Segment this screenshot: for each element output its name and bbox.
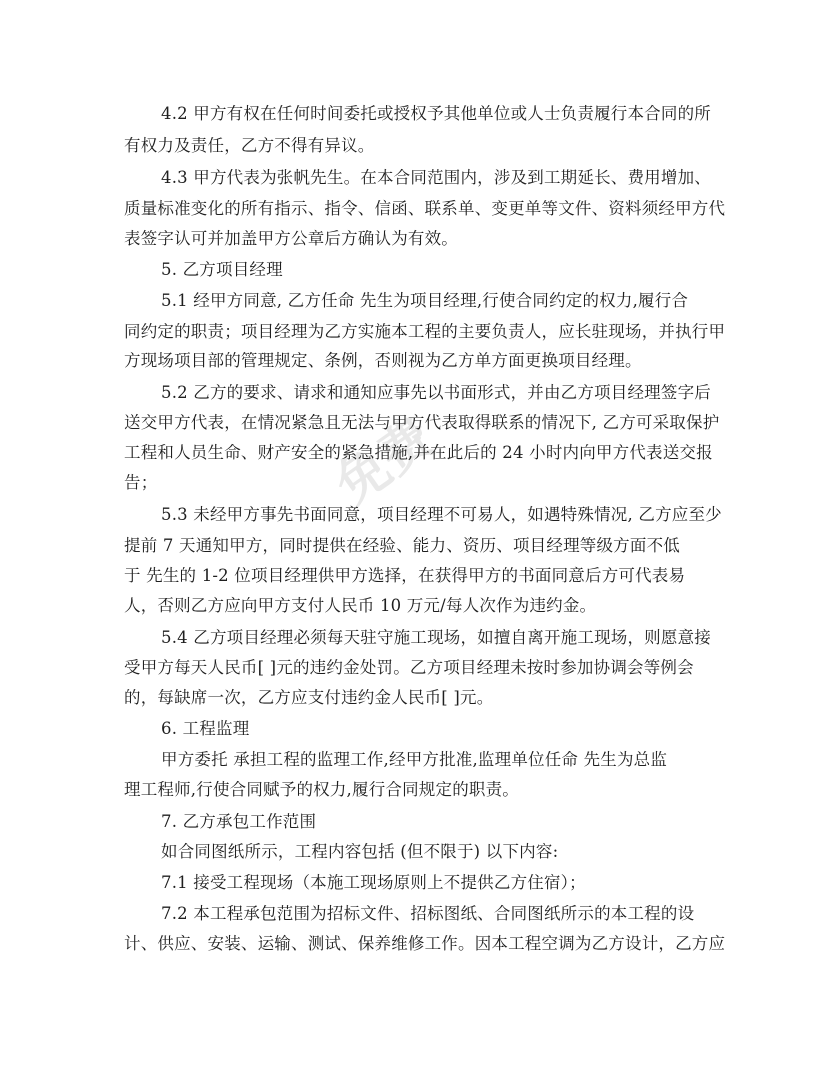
paragraph-line: 5.3 未经甲方事先书面同意，项目经理不可易人，如遇特殊情况, 乙方应至少 <box>161 505 722 524</box>
paragraph-line: 提前 7 天通知甲方，同时提供在经验、能力、资历、项目经理等级方面不低 <box>124 536 680 555</box>
paragraph-line: 于 先生的 1-2 位项目经理供甲方选择，在获得甲方的书面同意后方可代表易 <box>124 566 686 585</box>
paragraph-line: 告； <box>124 473 158 492</box>
watermark: 免费 <box>325 407 445 517</box>
paragraph-line: 7.1 接受工程现场（本施工现场原则上不提供乙方住宿）； <box>161 873 586 892</box>
paragraph-line: 5.4 乙方项目经理必须每天驻守施工现场，如擅自离开施工现场，则愿意接 <box>161 628 711 647</box>
paragraph-line: 有权力及责任，乙方不得有异议。 <box>124 136 375 155</box>
paragraph-line: 甲方委托 承担工程的监理工作,经甲方批准,监理单位任命 先生为总监 <box>161 750 668 769</box>
paragraph-line: 4.2 甲方有权在任何时间委托或授权予其他单位或人士负责履行本合同的所 <box>161 104 711 123</box>
paragraph-line: 方现场项目部的管理规定、条例，否则视为乙方单方面更换项目经理。 <box>124 351 642 370</box>
paragraph-line: 受甲方每天人民币[ ]元的违约金处罚。乙方项目经理未按时参加协调会等例会 <box>124 658 694 677</box>
paragraph-line: 计、供应、安装、运输、测试、保养维修工作。因本工程空调为乙方设计，乙方应 <box>124 934 726 953</box>
paragraph-line: 同约定的职责；项目经理为乙方实施本工程的主要负责人，应长驻现场，并执行甲 <box>124 322 726 341</box>
paragraph-line: 工程和人员生命、财产安全的紧急措施,并在此后的 24 小时内向甲方代表送交报 <box>124 443 713 462</box>
paragraph-line: 4.3 甲方代表为张帆先生。在本合同范围内，涉及到工期延长、费用增加、 <box>161 168 711 187</box>
paragraph-line: 送交甲方代表，在情况紧急且无法与甲方代表取得联系的情况下, 乙方可采取保护 <box>124 413 720 432</box>
paragraph-line: 5.1 经甲方同意, 乙方任命 先生为项目经理,行使合同约定的权力,履行合 <box>161 291 689 310</box>
paragraph-line: 如合同图纸所示，工程内容包括 (但不限于) 以下内容: <box>161 842 559 861</box>
section-heading: 6. 工程监理 <box>161 719 250 738</box>
paragraph-line: 的，每缺席一次，乙方应支付违约金人民币[ ]元。 <box>124 688 494 707</box>
paragraph-line: 表签字认可并加盖甲方公章后方确认为有效。 <box>124 229 458 248</box>
paragraph-line: 5.2 乙方的要求、请求和通知应事先以书面形式，并由乙方项目经理签字后 <box>161 383 711 402</box>
paragraph-line: 理工程师,行使合同赋予的权力,履行合同规定的职责。 <box>124 780 519 799</box>
paragraph-line: 7.2 本工程承包范围为招标文件、招标图纸、合同图纸所示的本工程的设 <box>161 904 695 923</box>
section-heading: 7. 乙方承包工作范围 <box>161 812 317 831</box>
paragraph-line: 人，否则乙方应向甲方支付人民币 10 万元/每人次作为违约金。 <box>124 596 597 615</box>
paragraph-line: 质量标准变化的所有指示、指令、信函、联系单、变更单等文件、资料须经甲方代 <box>124 199 726 218</box>
section-heading: 5. 乙方项目经理 <box>161 260 283 279</box>
